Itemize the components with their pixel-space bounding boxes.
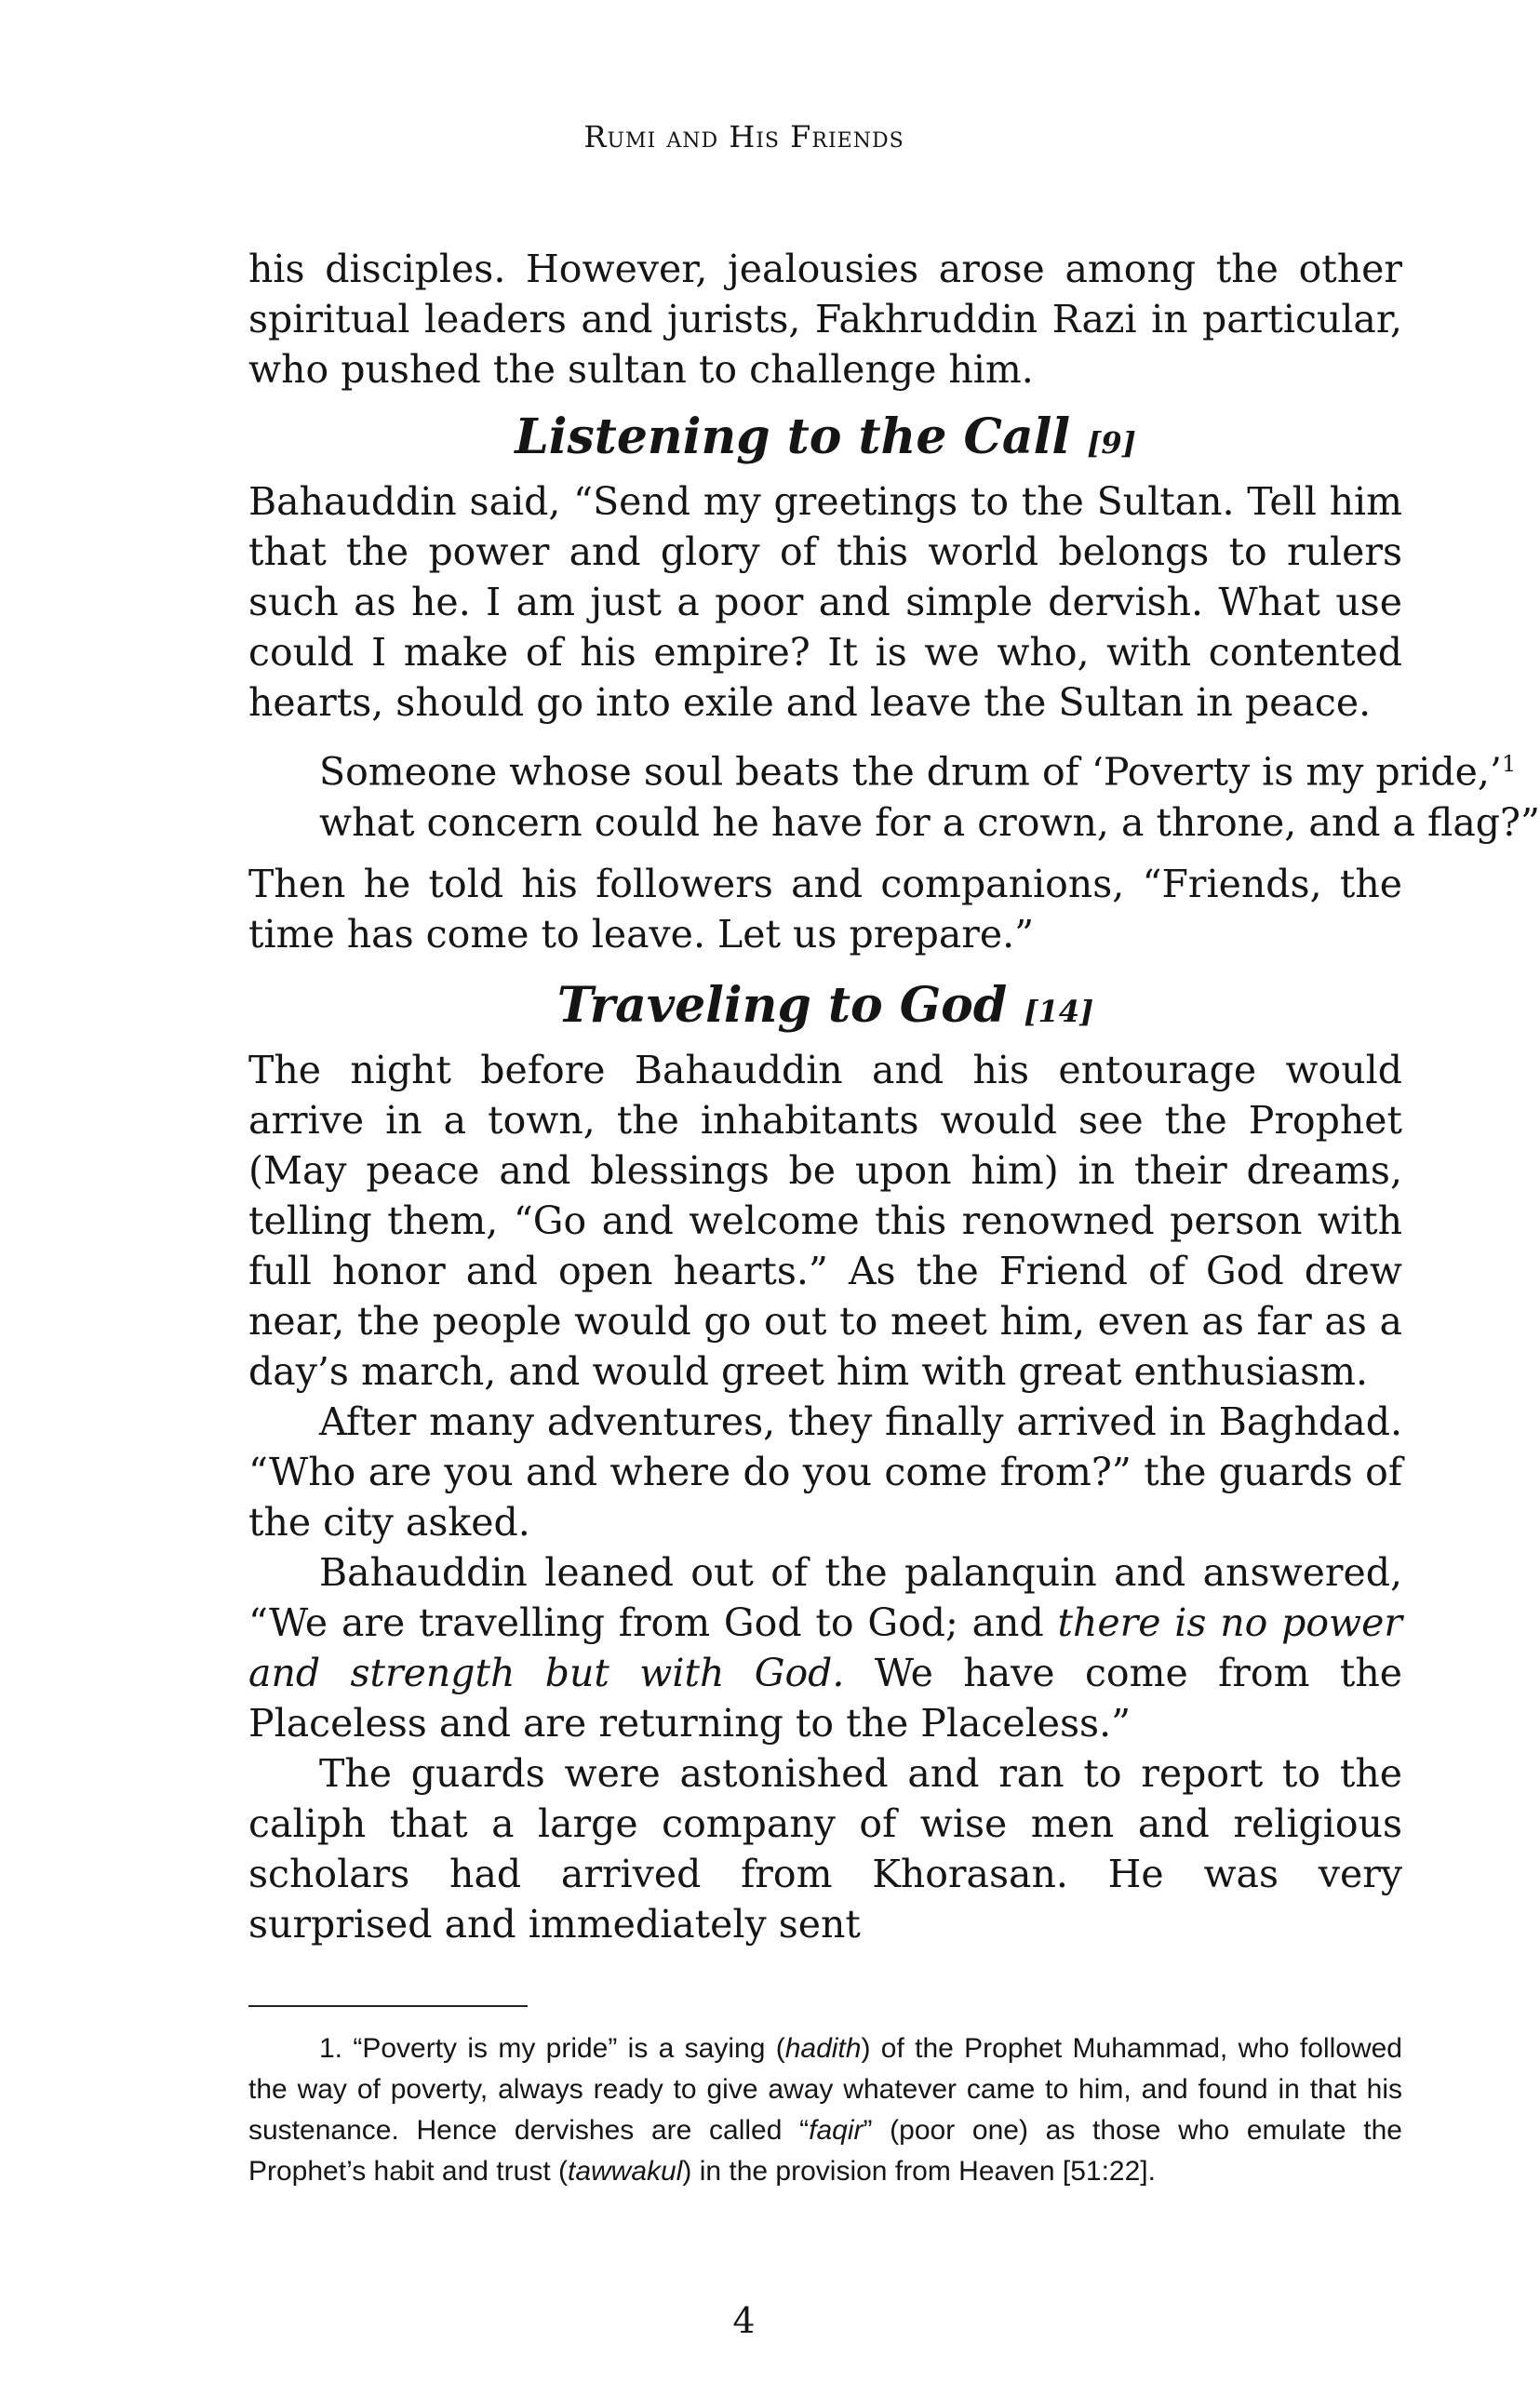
section-heading-title: Listening to the Call <box>515 408 1071 465</box>
paragraph: his disciples. However, jealousies arose among the other spiritual leaders and jurists, Fakhruddin Razi in particular, who pushed the sultan to challenge him. <box>248 247 1402 392</box>
paragraph <box>248 1547 1402 1748</box>
body-text <box>248 244 1540 1949</box>
section-heading <box>248 976 1402 1041</box>
running-head-part: is <box>756 119 780 154</box>
running-head <box>0 119 1488 154</box>
verse-line <box>319 739 1517 797</box>
section-heading <box>248 408 1402 473</box>
running-head-part: umi and <box>607 119 719 154</box>
section-heading-ref: [9] <box>1087 425 1136 461</box>
footnote-marker: 1 <box>1501 751 1517 777</box>
page-number: 4 <box>732 2300 756 2341</box>
italic-text: tawwakul <box>567 2156 683 2187</box>
running-head-part: R <box>583 119 608 154</box>
italic-text: there is no power and strength but with God. <box>248 1599 1402 1695</box>
verse-quote <box>319 739 1540 848</box>
text-run: 1. “Poverty is my pride” is a saying ( <box>319 2033 785 2064</box>
footnote-text <box>248 2028 1402 2192</box>
footnote <box>248 2028 1402 2192</box>
running-head-part: F <box>780 119 812 154</box>
section-heading-title: Traveling to God <box>556 976 1008 1034</box>
text-run: ” (poor one) as those who emulate the Prophet’s habit and trust ( <box>248 2115 1402 2187</box>
text-run: ) in the provision from Heaven [51:22]. <box>682 2156 1156 2187</box>
italic-text: hadith <box>784 2033 862 2064</box>
paragraph: The guards were astonished and ran to report to the caliph that a large company of wise men and religious scholars had arrived from Khorasan. He was very surprised and immediately sent <box>248 1750 1402 1947</box>
paragraph: Bahauddin said, “Send my greetings to the Sultan. Tell him that the power and glory of this world belongs to rulers such as he. I am just a poor and simple dervish. What use could I make of his empire? It is we who, with contented hearts, should go into exile and leave the Sultan in peace. <box>248 479 1402 725</box>
text-run: ) of the Prophet Muhammad, who followed the way of poverty, always ready to give away whatever came to him, and found in that his sustenance. Hence dervishes are called “ <box>248 2033 1402 2146</box>
verse-line-text: Someone whose soul beats the drum of ‘Poverty is my pride,’ <box>319 749 1502 795</box>
text-run: We have come from the Placeless and are returning to the Placeless.” <box>248 1650 1402 1746</box>
paragraph: The night before Bahauddin and his entourage would arrive in a town, the inhabitants would see the Prophet (May peace and blessings be upon him) in their dreams, telling them, “Go and welcome this renowned person with full honor and open hearts.” As the Friend of God drew near, the people would go out to meet him, even as far as a day’s march, and would greet him with great enthusiasm. <box>248 1047 1402 1394</box>
verse-line: what concern could he have for a crown, a throne, and a flag?” <box>319 799 1540 845</box>
section-heading-ref: [14] <box>1024 993 1094 1029</box>
running-head-part: riends <box>811 119 904 154</box>
paragraph: After many adventures, they finally arrived in Baghdad. “Who are you and where do you come from?” the guards of the city asked. <box>248 1398 1402 1545</box>
text-run: Bahauddin leaned out of the palanquin and answered, “We are travelling from God to God; and <box>248 1549 1402 1645</box>
running-head-part: H <box>718 119 757 154</box>
italic-text: faqir <box>809 2115 864 2146</box>
footnote-divider <box>248 2005 528 2007</box>
paragraph: Then he told his followers and companions, “Friends, the time has come to leave. Let us prepare.” <box>248 861 1402 957</box>
